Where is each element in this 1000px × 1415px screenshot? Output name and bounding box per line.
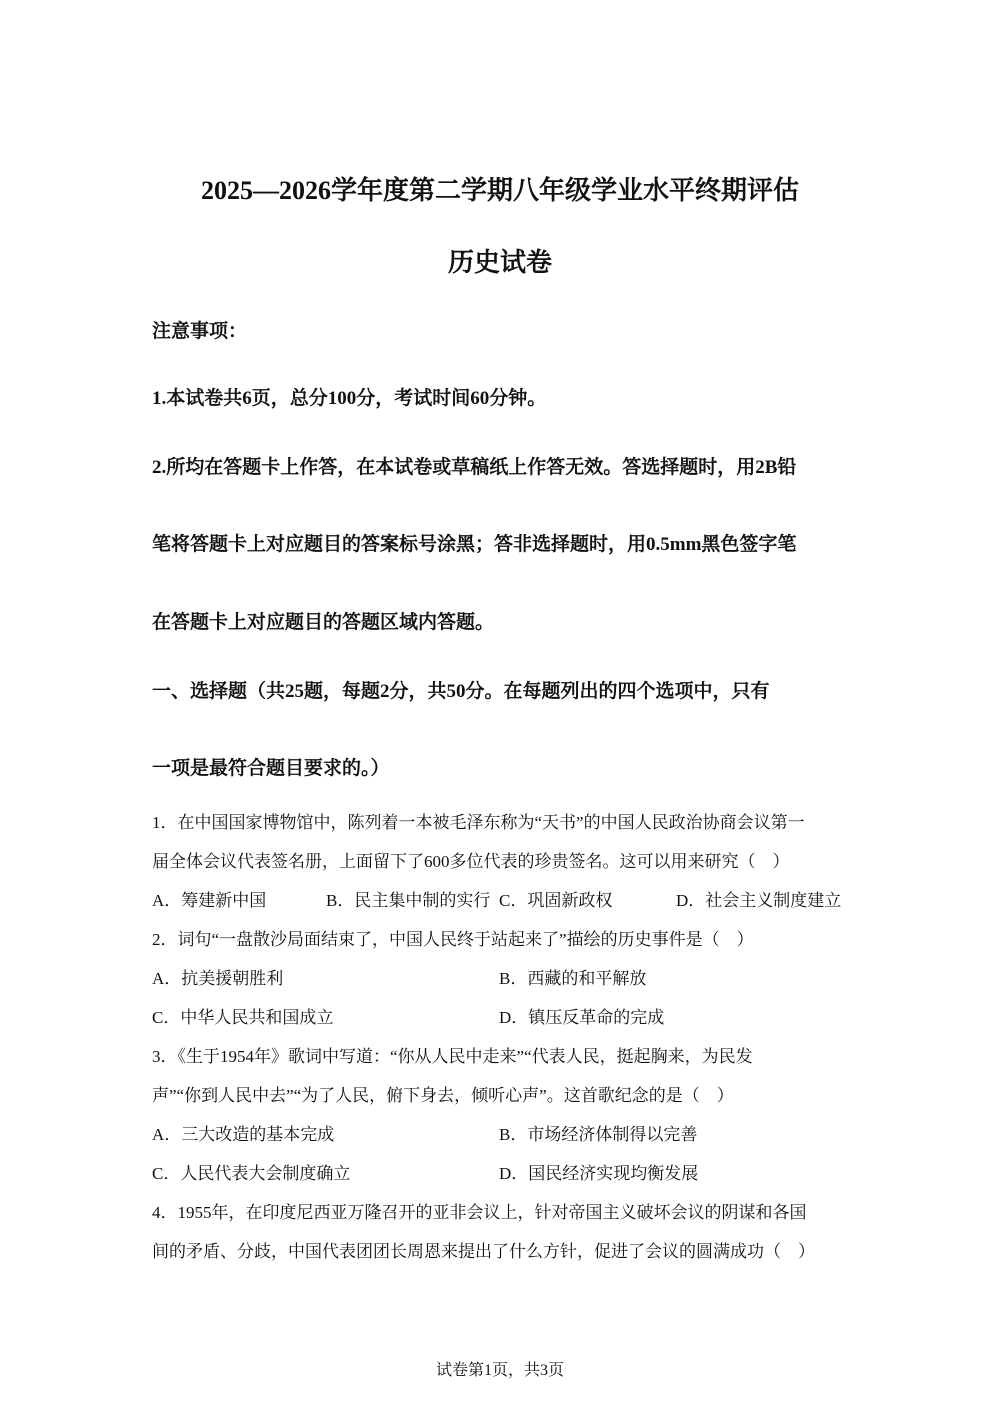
option-a: A．三大改造的基本完成 [152,1125,335,1144]
notice-item-2-line-1: 2.所均在答题卡上作答，在本试卷或草稿纸上作答无效。答选择题时，用2B铅 [152,457,797,478]
page-title: 2025—2026学年度第二学期八年级学业水平终期评估 [200,176,799,205]
question-stem: 1．在中国国家博物馆中，陈列着一本被毛泽东称为“天书”的中国人民政治协商会议第一 [152,813,805,832]
notice-item-2-line-3: 在答题卡上对应题目的答题区域内答题。 [152,612,495,633]
option-a: A．抗美援朝胜利 [152,969,284,988]
question-stem: 2．词句“一盘散沙局面结束了，中国人民终于站起来了”描绘的历史事件是（ ） [152,930,754,949]
page-footer: 试卷第1页，共3页 [435,1362,564,1379]
option-a: A．筹建新中国 [152,891,267,910]
option-b: B．民主集中制的实行 [326,891,491,910]
section-heading-line-2: 一项是最符合题目要求的。） [152,758,390,779]
option-c: C．中华人民共和国成立 [152,1008,334,1027]
page-subtitle: 历史试卷 [447,248,552,277]
notice-heading: 注意事项： [152,321,248,342]
option-b: B．西藏的和平解放 [499,969,647,988]
option-d: D．镇压反革命的完成 [499,1008,665,1027]
section-heading-line-1: 一、选择题（共25题，每题2分，共50分。在每题列出的四个选项中，只有 [152,681,770,702]
question-stem: 3．《生于1954年》歌词中写道：“你从人民中走来”“代表人民，挺起胸来，为民发 [152,1047,753,1066]
question-stem: 间的矛盾、分歧，中国代表团团长周恩来提出了什么方针，促进了会议的圆满成功（ ） [152,1242,815,1261]
notice-item-2-line-2: 笔将答题卡上对应题目的答案标号涂黑；答非选择题时，用0.5mm黑色签字笔 [152,534,797,555]
option-b: B．市场经济体制得以完善 [499,1125,698,1144]
option-d: D．国民经济实现均衡发展 [499,1164,699,1183]
option-d: D．社会主义制度建立 [676,891,842,910]
notice-item-1: 1.本试卷共6页，总分100分，考试时间60分钟。 [152,388,547,409]
question-stem: 4．1955年，在印度尼西亚万隆召开的亚非会议上，针对帝国主义破坏会议的阴谋和各国 [152,1203,807,1222]
option-c: C．人民代表大会制度确立 [152,1164,351,1183]
option-c: C．巩固新政权 [499,891,613,910]
question-stem: 声”“你到人民中去”“为了人民，俯下身去，倾听心声”。这首歌纪念的是（ ） [152,1086,734,1105]
question-stem: 届全体会议代表签名册，上面留下了600多位代表的珍贵签名。这可以用来研究（ ） [152,852,790,871]
